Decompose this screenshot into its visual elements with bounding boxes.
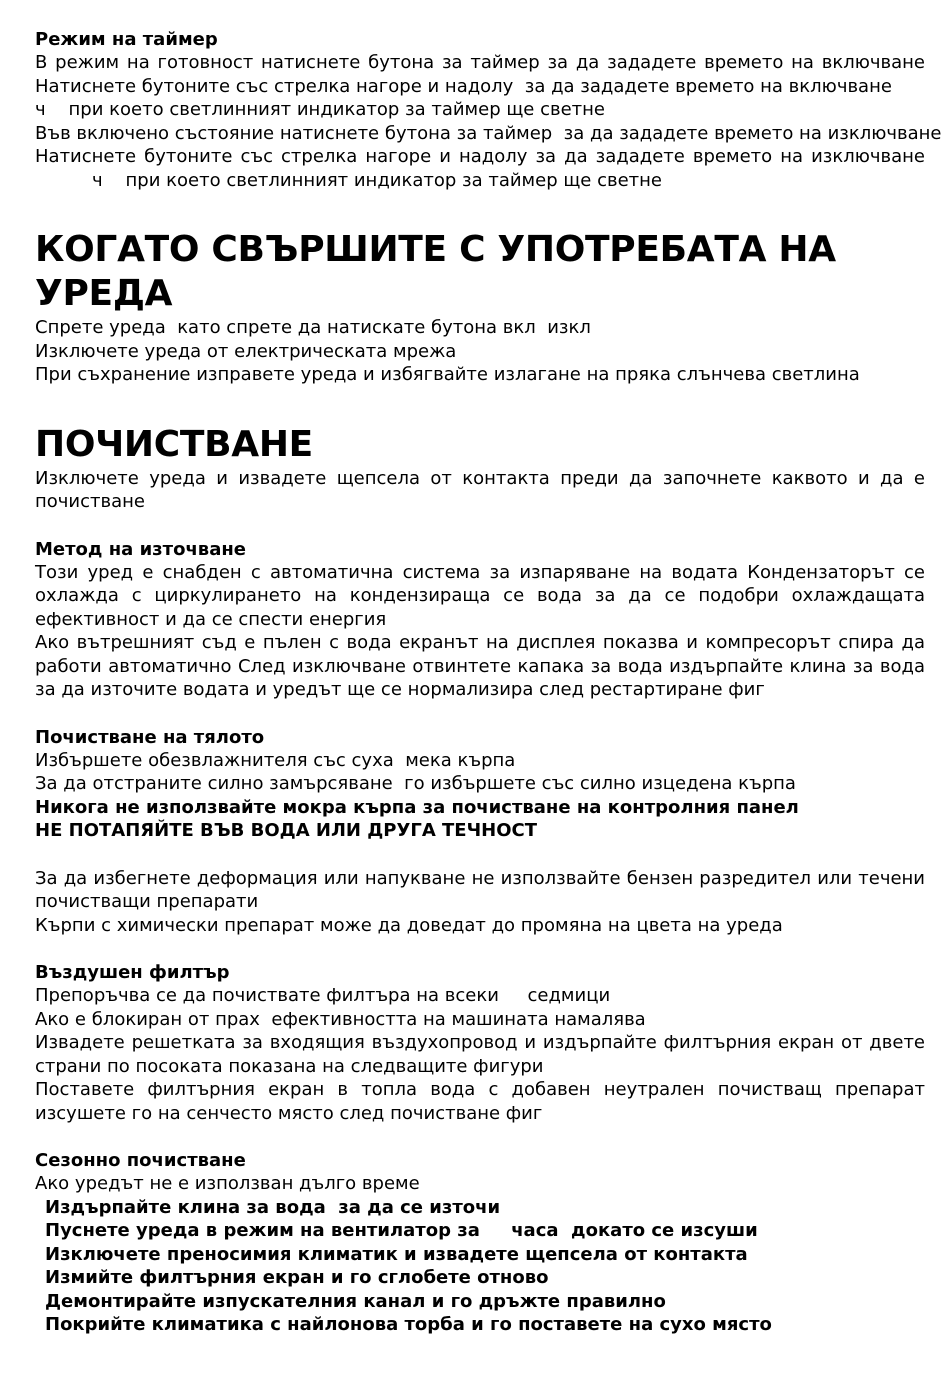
body-line: Избършете обезвлажнителя със суха мека кърпа <box>35 749 516 771</box>
timer-line: Във включено състояние натиснете бутона за таймер за да зададете времето на изключване <box>35 122 942 144</box>
body-paragraph: За да избегнете деформация или напукване не използвайте бензен разредител или течени почистващи препарати <box>35 867 925 912</box>
timer-line: ч при което светлинният индикатор за таймер ще светне <box>35 99 606 120</box>
seasonal-step: Пуснете уреда в режим на вентилатор за часа докато се изсуши <box>45 1220 758 1241</box>
seasonal-step: Измийте филтърния екран и го сглобете отново <box>45 1267 549 1288</box>
after-use-line: Изключете уреда от електрическата мрежа <box>35 340 457 362</box>
seasonal-step: Издърпайте клина за вода за да се източи <box>45 1196 501 1218</box>
seasonal-heading: Сезонно почистване <box>35 1150 246 1171</box>
after-use-line: При съхранение изправете уреда и избягвайте излагане на пряка слънчева светлина <box>35 364 860 385</box>
timer-line: ч при което светлинният индикатор за таймер ще светне <box>92 169 663 191</box>
cleaning-intro: Изключете уреда и извадете щепсела от контакта преди да започнете каквото и да е почистване <box>35 467 925 512</box>
body-line: За да отстраните силно замърсяване го избършете със силно изцедена кърпа <box>35 773 796 794</box>
filter-paragraph: Извадете решетката за входящия въздухопровод и издърпайте филтърния екран от двете страни по посоката показана на следващите фигури <box>35 1032 925 1077</box>
filter-paragraph: Поставете филтърния екран в топла вода с добавен неутрален почистващ препарат изсушете го на сенчесто място след почистване фиг <box>35 1079 925 1124</box>
drain-heading: Метод на източване <box>35 538 246 560</box>
manual-page <box>35 28 942 1337</box>
seasonal-intro: Ако уредът не е използван дълго време <box>35 1173 420 1194</box>
timer-line: Натиснете бутоните със стрелка нагоре и надолу за да зададете времето на включване <box>35 75 892 97</box>
timer-line: Натиснете бутоните със стрелка нагоре и надолу за да зададете времето на изключване <box>35 146 925 167</box>
seasonal-step: Покрийте климатика с найлонова торба и го поставете на сухо място <box>45 1314 772 1335</box>
cleaning-section <box>35 423 925 1337</box>
drain-paragraph: Ако вътрешният съд е пълен с вода екранът на дисплея показва и компресорът спира да работи автоматично След изключване отвинтете капака за вода издърпайте клина за вода за да източите водата и уредът ще се нормализира след рестартиране фиг <box>35 632 925 700</box>
after-use-section <box>35 228 925 387</box>
after-use-title: КОГАТО СВЪРШИТЕ С УПОТРЕБАТА НА УРЕДА <box>35 229 836 314</box>
filter-line: Ако е блокиран от прах ефективността на машината намалява <box>35 1008 646 1030</box>
cleaning-title: ПОЧИСТВАНЕ <box>35 423 313 465</box>
body-warning: Никога не използвайте мокра кърпа за почистване на контролния панел <box>35 796 799 818</box>
seasonal-step: Демонтирайте изпускателния канал и го дръжте правилно <box>45 1290 666 1312</box>
body-heading: Почистване на тялото <box>35 726 265 748</box>
timer-heading: Режим на таймер <box>35 29 218 50</box>
drain-paragraph: Този уред е снабден с автоматична система за изпаряване на водата Кондензаторът се охлажда с циркулирането на кондензираща се вода за да се подобри охлаждащата ефективност и да се спести енергия <box>35 561 925 630</box>
seasonal-step: Изключете преносимия климатик и извадете щепсела от контакта <box>45 1243 748 1265</box>
timer-section <box>35 28 942 192</box>
filter-heading: Въздушен филтър <box>35 962 230 983</box>
seasonal-steps <box>35 1196 925 1337</box>
timer-line: В режим на готовност натиснете бутона за таймер за да зададете времето на включване <box>35 52 925 73</box>
body-line: Кърпи с химически препарат може да доведат до промяна на цвета на уреда <box>35 914 783 936</box>
after-use-line: Спрете уреда като спрете да натискате бутона вкл изкл <box>35 317 591 338</box>
body-warning: НЕ ПОТАПЯЙТЕ ВЪВ ВОДА ИЛИ ДРУГА ТЕЧНОСТ <box>35 820 537 841</box>
filter-line: Препоръчва се да почиствате филтъра на всеки седмици <box>35 985 611 1006</box>
